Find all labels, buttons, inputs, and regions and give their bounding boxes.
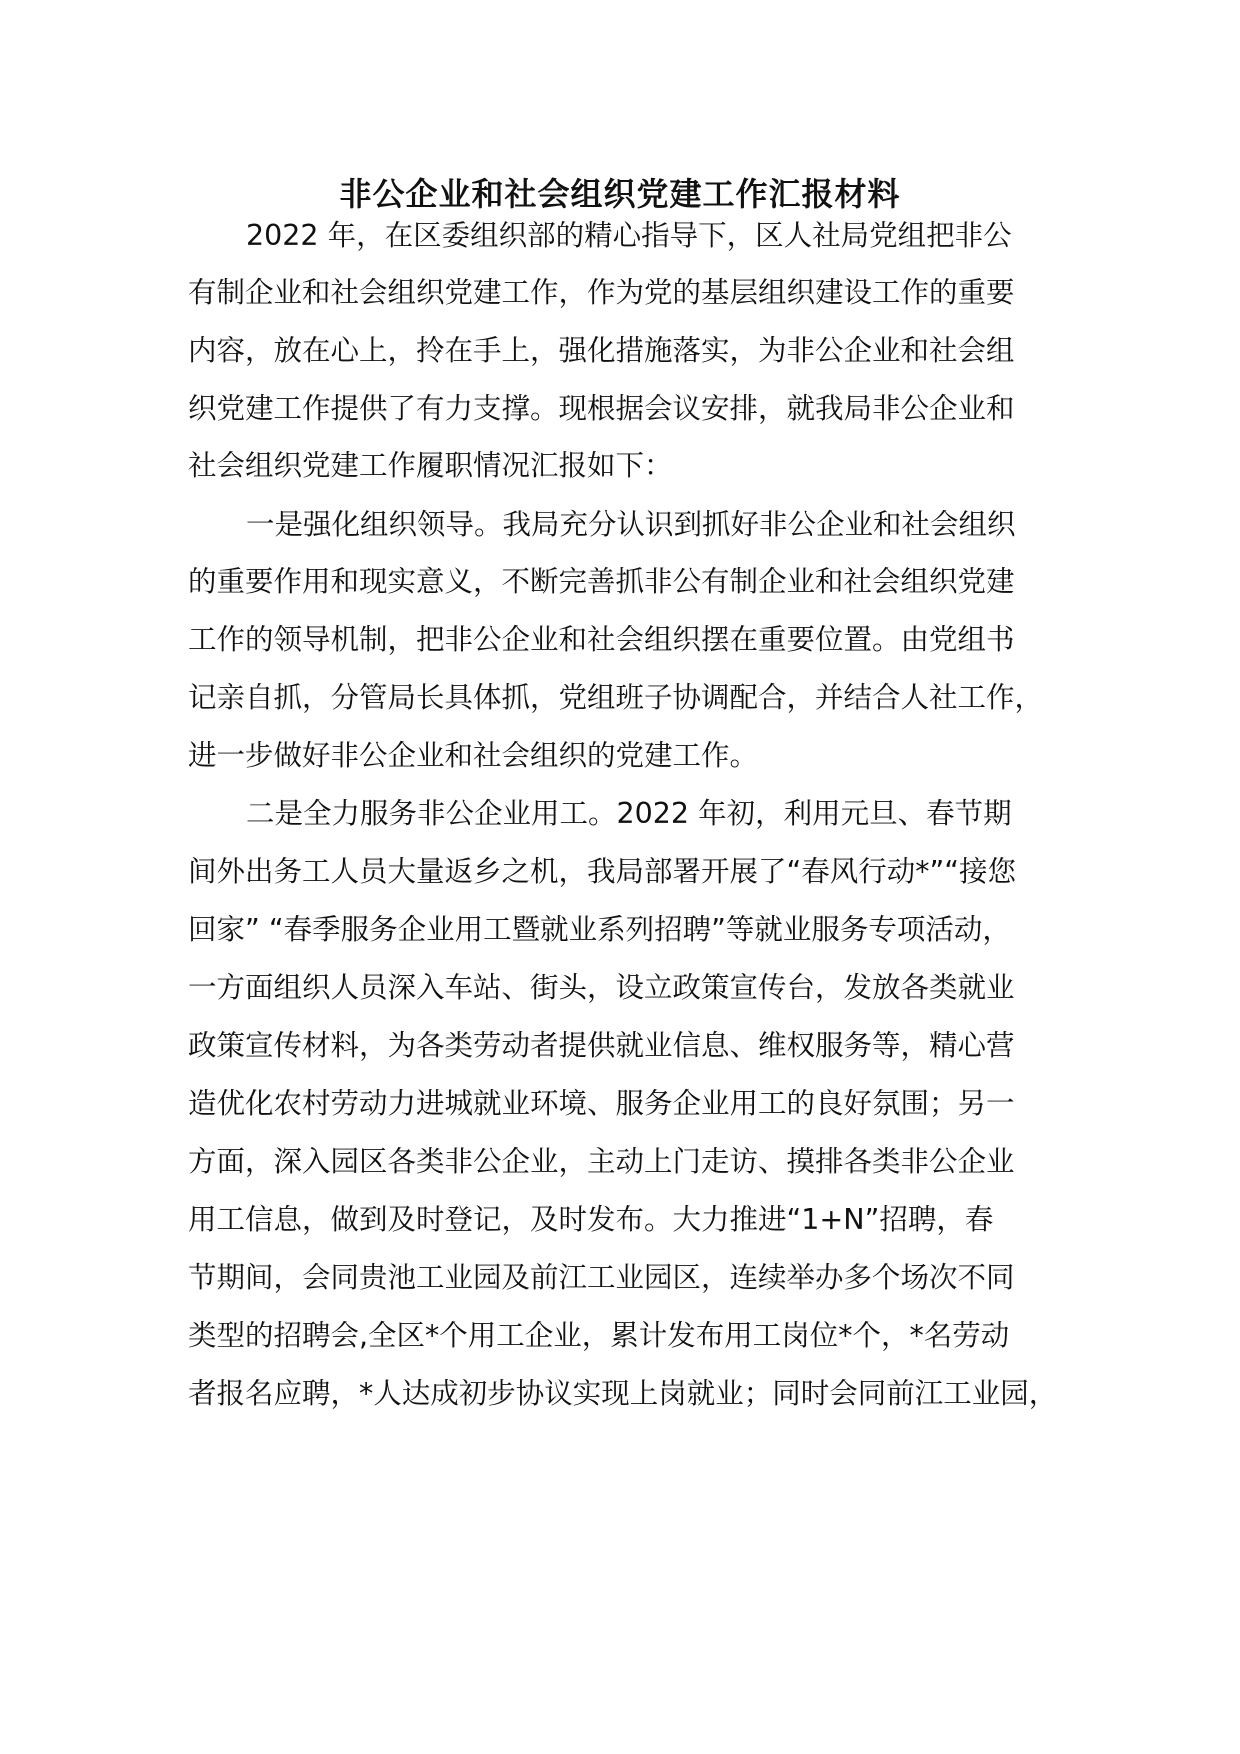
paragraph-3-line-5: 政策宣传材料，为各类劳动者提供就业信息、维权服务等，精心营 (188, 1029, 1015, 1062)
paragraph-3-line-10: 类型的招聘会,全区*个用工企业，累计发布用工岗位*个，*名劳动 (188, 1319, 1010, 1352)
paragraph-3-line-6: 造优化农村劳动力进城就业环境、服务企业用工的良好氛围；另一 (188, 1087, 1015, 1120)
paragraph-3-line-1: 二是全力服务非公企业用工。2022 年初，利用元旦、春节期 (246, 797, 1012, 830)
paragraph-3-line-3: 回家” “春季服务企业用工暨就业系列招聘”等就业服务专项活动， (188, 913, 1011, 946)
paragraph-2-line-5: 进一步做好非公企业和社会组织的党建工作。 (188, 739, 759, 772)
paragraph-3-line-2: 间外出务工人员大量返乡之机，我局部署开展了“春风行动*”“接您 (188, 855, 1017, 888)
paragraph-2-line-3: 工作的领导机制，把非公企业和社会组织摆在重要位置。由党组书 (188, 623, 1015, 656)
paragraph-1-line-3: 内容，放在心上，拎在手上，强化措施落实，为非公企业和社会组 (188, 334, 1015, 367)
paragraph-1-line-4: 织党建工作提供了有力支撑。现根据会议安排，就我局非公企业和 (188, 392, 1015, 425)
document-title: 非公企业和社会组织党建工作汇报材料 (339, 175, 901, 213)
paragraph-3-line-11: 者报名应聘，*人达成初步协议实现上岗就业；同时会同前江工业园， (188, 1377, 1058, 1410)
paragraph-1-line-5: 社会组织党建工作履职情况汇报如下： (188, 449, 673, 482)
paragraph-1-line-2: 有制企业和社会组织党建工作，作为党的基层组织建设工作的重要 (188, 276, 1015, 309)
paragraph-3-line-9: 节期间，会同贵池工业园及前江工业园区，连续举办多个场次不同 (188, 1261, 1015, 1294)
paragraph-2-line-1: 一是强化组织领导。我局充分认识到抓好非公企业和社会组织 (246, 508, 1016, 541)
paragraph-3-line-4: 一方面组织人员深入车站、街头，设立政策宣传台，发放各类就业 (188, 971, 1015, 1004)
paragraph-2-line-4: 记亲自抓，分管局长具体抓，党组班子协调配合，并结合人社工作， (188, 681, 1044, 714)
paragraph-3-line-8: 用工信息，做到及时登记，及时发布。大力推进“1+N”招聘，春 (188, 1203, 994, 1236)
paragraph-3-line-7: 方面，深入园区各类非公企业，主动上门走访、摸排各类非公企业 (188, 1145, 1015, 1178)
paragraph-2-line-2: 的重要作用和现实意义，不断完善抓非公有制企业和社会组织党建 (188, 565, 1015, 598)
paragraph-1-line-1: 2022 年，在区委组织部的精心指导下，区人社局党组把非公 (246, 219, 1012, 252)
